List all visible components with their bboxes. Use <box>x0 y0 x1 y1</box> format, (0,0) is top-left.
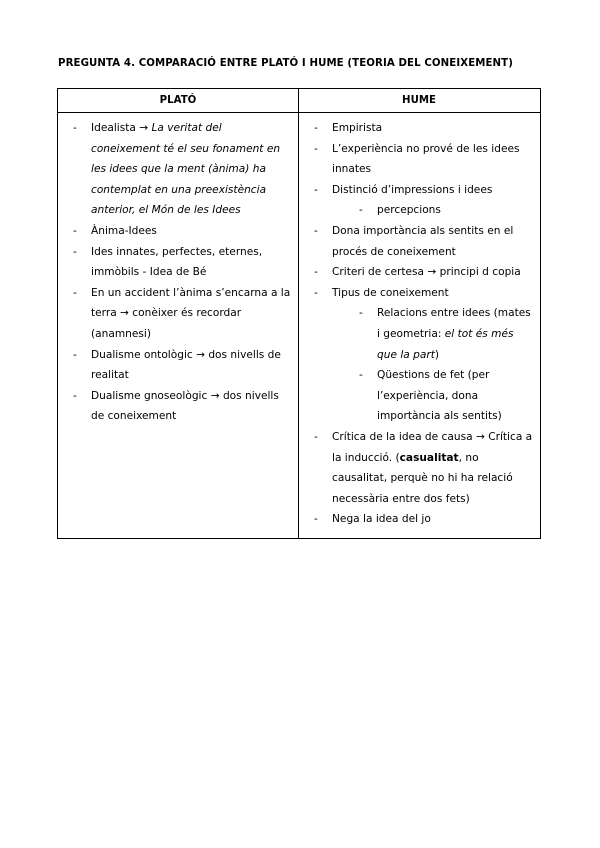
hume-subitem-relacions: - Relacions entre idees (mates i geometria: el tot és més que la part) <box>299 303 540 365</box>
plato-item-dualisme-ontologic: - Dualisme ontològic → dos nivells de realitat <box>58 345 298 386</box>
bullet-dash: - <box>359 369 363 382</box>
bullet-dash: - <box>359 204 363 217</box>
hume-item-jo: - Nega la idea del jo <box>299 509 540 530</box>
bullet-dash: - <box>314 513 318 526</box>
hume-subitem-percepcions: - percepcions <box>299 200 540 221</box>
bullet-dash: - <box>73 389 77 402</box>
plato-column <box>58 118 298 427</box>
plato-item-dualisme-gnoseologic: - Dualisme gnoseològic → dos nivells de coneixement <box>58 386 298 427</box>
bullet-dash: - <box>73 224 77 237</box>
bullet-dash: - <box>73 286 77 299</box>
hume-subitem-questions: - Qüestions de fet (per l’experiència, dona importància als sentits) <box>299 365 540 427</box>
hume-column <box>299 118 540 530</box>
plato-item-idealista: - Idealista → La veritat del coneixement té el seu fonament en les idees que la ment (ànima) ha contemplat en una preexistència anterior, el Món de les Idees <box>58 118 298 221</box>
hume-item-tipus: - Tipus de coneixement <box>299 283 540 304</box>
bullet-dash: - <box>314 142 318 155</box>
bullet-dash: - <box>314 286 318 299</box>
hume-item-criteri: - Criteri de certesa → principi d copia <box>299 262 540 283</box>
bullet-dash: - <box>314 122 318 134</box>
hume-item-empirista: - Empirista <box>299 118 540 139</box>
hume-item-sentits: - Dona importància als sentits en el procés de coneixement <box>299 221 540 262</box>
bullet-dash: - <box>73 245 77 258</box>
bullet-dash: - <box>314 224 318 237</box>
bullet-dash: - <box>314 266 318 279</box>
hume-item-critica: - Crítica de la idea de causa → Crítica a la inducció. (casualitat, no causalitat, perquè no hi ha relació necessària entre dos fets) <box>299 427 540 509</box>
hume-item-distincio: - Distinció d’impressions i idees <box>299 180 540 201</box>
header-plato: PLATÓ <box>58 89 298 113</box>
bullet-dash: - <box>314 183 318 196</box>
bullet-dash: - <box>359 307 363 320</box>
plato-item-ides: - Ides innates, perfectes, eternes, immòbils - Idea de Bé <box>58 242 298 283</box>
bullet-dash: - <box>73 122 77 134</box>
bullet-dash: - <box>73 348 77 361</box>
bullet-dash: - <box>314 430 318 443</box>
header-hume: HUME <box>298 89 540 113</box>
plato-item-anima: - Ànima-Idees <box>58 221 298 242</box>
plato-item-accident: - En un accident l’ànima s’encarna a la terra → conèixer és recordar (anamnesi) <box>58 283 298 345</box>
comparison-table <box>57 88 541 539</box>
question-heading: PREGUNTA 4. COMPARACIÓ ENTRE PLATÓ I HUME (TEORIA DEL CONEIXEMENT) <box>58 58 513 69</box>
hume-item-experiencia: - L’experiència no prové de les idees innates <box>299 139 540 180</box>
